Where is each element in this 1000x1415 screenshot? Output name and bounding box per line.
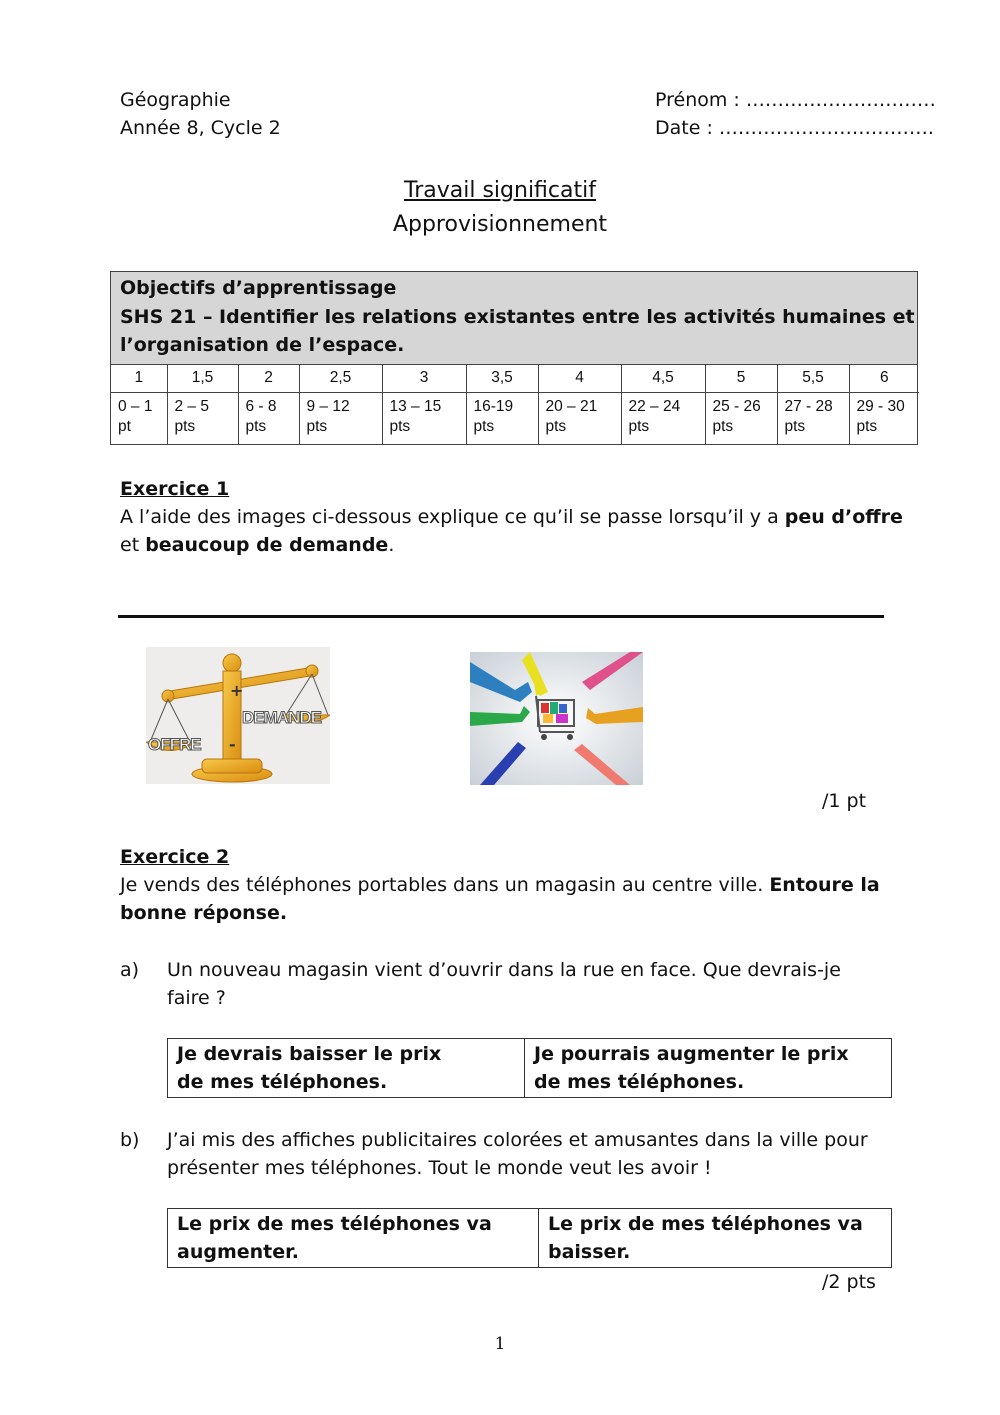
option-text-line: Le prix de mes téléphones va	[548, 1213, 863, 1235]
firstname-field[interactable]: Prénom : …………………………	[655, 89, 936, 111]
grade-level-cell: 5,5	[777, 365, 849, 393]
question-a-line-2: faire ?	[167, 987, 226, 1009]
intro-emphasis: Entoure la	[769, 874, 880, 896]
option-text-line: Je pourrais augmenter le prix	[534, 1043, 849, 1065]
option-text-line: baisser.	[548, 1241, 631, 1263]
grade-points-cell	[705, 392, 777, 444]
exercise-2-title: Exercice 2	[120, 846, 230, 868]
grade-level-cell: 3	[382, 365, 466, 393]
grade-points-cell	[466, 392, 538, 444]
objectives-line-2: l’organisation de l’espace.	[120, 334, 405, 356]
scale-demande-label: DEMANDE	[242, 708, 321, 727]
grade-points-cell	[238, 392, 299, 444]
option-text-line: Je devrais baisser le prix	[177, 1043, 442, 1065]
points-text: pts	[856, 417, 878, 435]
subject-label: Géographie	[120, 89, 231, 111]
grade-level-cell: 4	[538, 365, 621, 393]
scale-minus-sign: -	[229, 735, 236, 754]
question-a-line-1: Un nouveau magasin vient d’ouvrir dans la rue en face. Que devrais-je	[167, 959, 841, 981]
option-price-increase[interactable]	[168, 1209, 539, 1268]
points-text: 0 – 1	[118, 397, 153, 415]
points-text: 16-19	[473, 397, 514, 415]
instruction-text: .	[388, 534, 395, 556]
points-text: pts	[245, 417, 267, 435]
points-text: 2 – 5	[174, 397, 209, 415]
points-text: 25 - 26	[712, 397, 761, 415]
question-b-label: b)	[120, 1129, 140, 1151]
points-text: 6 - 8	[245, 397, 277, 415]
option-text-line: de mes téléphones.	[534, 1071, 745, 1093]
instruction-emphasis: peu d’offre	[784, 506, 903, 528]
points-text: 27 - 28	[784, 397, 833, 415]
grade-level-cell: 3,5	[466, 365, 538, 393]
option-price-decrease[interactable]	[539, 1209, 892, 1268]
grade-points-cell	[777, 392, 849, 444]
instruction-text: et	[120, 534, 146, 556]
objectives-table	[110, 271, 918, 445]
points-text: 22 – 24	[628, 397, 681, 415]
grade-level-cell: 2,5	[299, 365, 382, 393]
points-text: 13 – 15	[389, 397, 442, 415]
grade-points-cell	[167, 392, 238, 444]
points-text: pts	[628, 417, 650, 435]
points-text: pts	[545, 417, 567, 435]
grade-level-cell: 2	[238, 365, 299, 393]
option-text-line: augmenter.	[177, 1241, 300, 1263]
page-subtitle: Approvisionnement	[392, 212, 608, 237]
exercise-2-intro-line-2: bonne réponse.	[120, 902, 288, 924]
objectives-heading: Objectifs d’apprentissage	[120, 277, 397, 299]
question-b-options	[167, 1208, 892, 1268]
grade-level-cell: 1	[111, 365, 167, 393]
grade-points-cell	[538, 392, 621, 444]
exercise-1-instruction-line-1	[120, 503, 903, 531]
supply-demand-scale-image	[146, 647, 330, 784]
grade-level-cell: 4,5	[621, 365, 705, 393]
points-text: 29 - 30	[856, 397, 905, 415]
option-lower-price[interactable]	[168, 1039, 525, 1098]
instruction-text: A l’aide des images ci-dessous explique ce qu’il se passe lorsqu’il y a	[120, 506, 785, 528]
grading-scale	[111, 365, 919, 444]
grade-level-cell: 1,5	[167, 365, 238, 393]
objectives-line-1: SHS 21 – Identifier les relations existantes entre les activités humaines et	[120, 305, 915, 328]
hands-shopping-cart-image	[470, 652, 643, 785]
option-text-line: Le prix de mes téléphones va	[177, 1213, 492, 1235]
points-text: pts	[712, 417, 734, 435]
points-text: pts	[784, 417, 806, 435]
question-b-line-2: présenter mes téléphones. Tout le monde veut les avoir !	[167, 1157, 712, 1179]
question-a-label: a)	[120, 959, 140, 981]
exercise-2-score: /2 pts	[822, 1271, 876, 1293]
exercise-2-intro-line-1	[120, 871, 880, 899]
grade-level-cell: 5	[705, 365, 777, 393]
exercise-1-instruction-line-2	[120, 531, 394, 559]
option-text-line: de mes téléphones.	[177, 1071, 388, 1093]
hands-cart-icon	[470, 652, 643, 785]
points-text: 9 – 12	[306, 397, 350, 415]
grade-points-cell	[382, 392, 466, 444]
intro-text: Je vends des téléphones portables dans un magasin au centre ville.	[120, 874, 770, 896]
points-text: pts	[174, 417, 196, 435]
instruction-emphasis: beaucoup de demande	[145, 534, 389, 556]
grade-points-cell	[849, 392, 919, 444]
page-title: Travail significatif	[404, 178, 596, 203]
grade-level-cell: 6	[849, 365, 919, 393]
objectives-header	[111, 272, 917, 365]
year-cycle-label: Année 8, Cycle 2	[120, 117, 281, 139]
grade-points-cell	[111, 392, 167, 444]
points-text: pt	[118, 417, 131, 435]
exercise-1-score: /1 pt	[822, 790, 867, 812]
question-a-options	[167, 1038, 892, 1098]
page-number: 1	[494, 1334, 506, 1354]
option-raise-price[interactable]	[525, 1039, 892, 1098]
answer-line[interactable]	[118, 615, 884, 618]
points-text: pts	[306, 417, 328, 435]
question-b-line-1: J’ai mis des affiches publicitaires colorées et amusantes dans la ville pour	[167, 1129, 868, 1151]
points-text: pts	[389, 417, 411, 435]
exercise-1-title: Exercice 1	[120, 478, 230, 500]
scale-offre-label: OFFRE	[148, 735, 201, 754]
points-text: pts	[473, 417, 495, 435]
grade-points-cell	[621, 392, 705, 444]
date-field[interactable]: Date : …………………………….	[655, 117, 934, 139]
grade-points-cell	[299, 392, 382, 444]
scale-plus-sign: +	[230, 681, 244, 700]
points-text: 20 – 21	[545, 397, 598, 415]
